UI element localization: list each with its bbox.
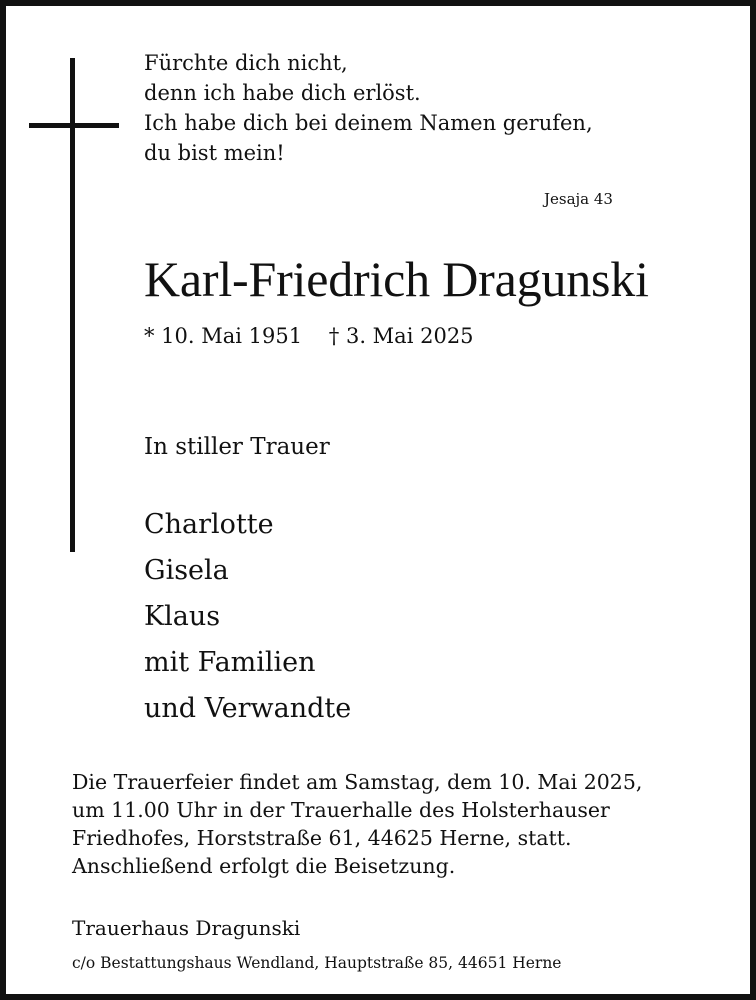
mourners-list xyxy=(144,502,351,732)
verse-source: Jesaja 43 xyxy=(544,190,613,208)
bible-verse xyxy=(144,48,593,168)
service-line: Die Trauerfeier findet am Samstag, dem 10. Mai 2025, xyxy=(72,770,643,794)
funeral-service-info xyxy=(72,768,642,880)
verse-line: Fürchte dich nicht, xyxy=(144,51,348,75)
mourner-item: Gisela xyxy=(144,555,229,586)
cross-vertical-bar xyxy=(70,58,75,552)
mourner-item: und Verwandte xyxy=(144,693,352,724)
deceased-name: Karl-Friedrich Dragunski xyxy=(144,251,649,307)
verse-line: du bist mein! xyxy=(144,141,285,165)
verse-line: Ich habe dich bei deinem Namen gerufen, xyxy=(144,111,593,135)
birth-date: * 10. Mai 1951 xyxy=(144,324,303,348)
mourning-heading: In stiller Trauer xyxy=(144,434,330,460)
service-line: Anschließend erfolgt die Beisetzung. xyxy=(72,854,456,878)
service-line: um 11.00 Uhr in der Trauerhalle des Holsterhauser xyxy=(72,798,610,822)
cross-horizontal-bar xyxy=(29,123,119,128)
service-line: Friedhofes, Horststraße 61, 44625 Herne, statt. xyxy=(72,826,572,850)
life-dates xyxy=(144,324,474,348)
mourner-item: mit Familien xyxy=(144,647,316,678)
funeral-home-address: c/o Bestattungshaus Wendland, Hauptstraße 85, 44651 Herne xyxy=(72,954,562,972)
verse-line: denn ich habe dich erlöst. xyxy=(144,81,421,105)
mourner-item: Klaus xyxy=(144,601,221,632)
mourner-item: Charlotte xyxy=(144,509,274,540)
mourning-house: Trauerhaus Dragunski xyxy=(72,916,301,940)
death-date: † 3. Mai 2025 xyxy=(328,324,474,348)
